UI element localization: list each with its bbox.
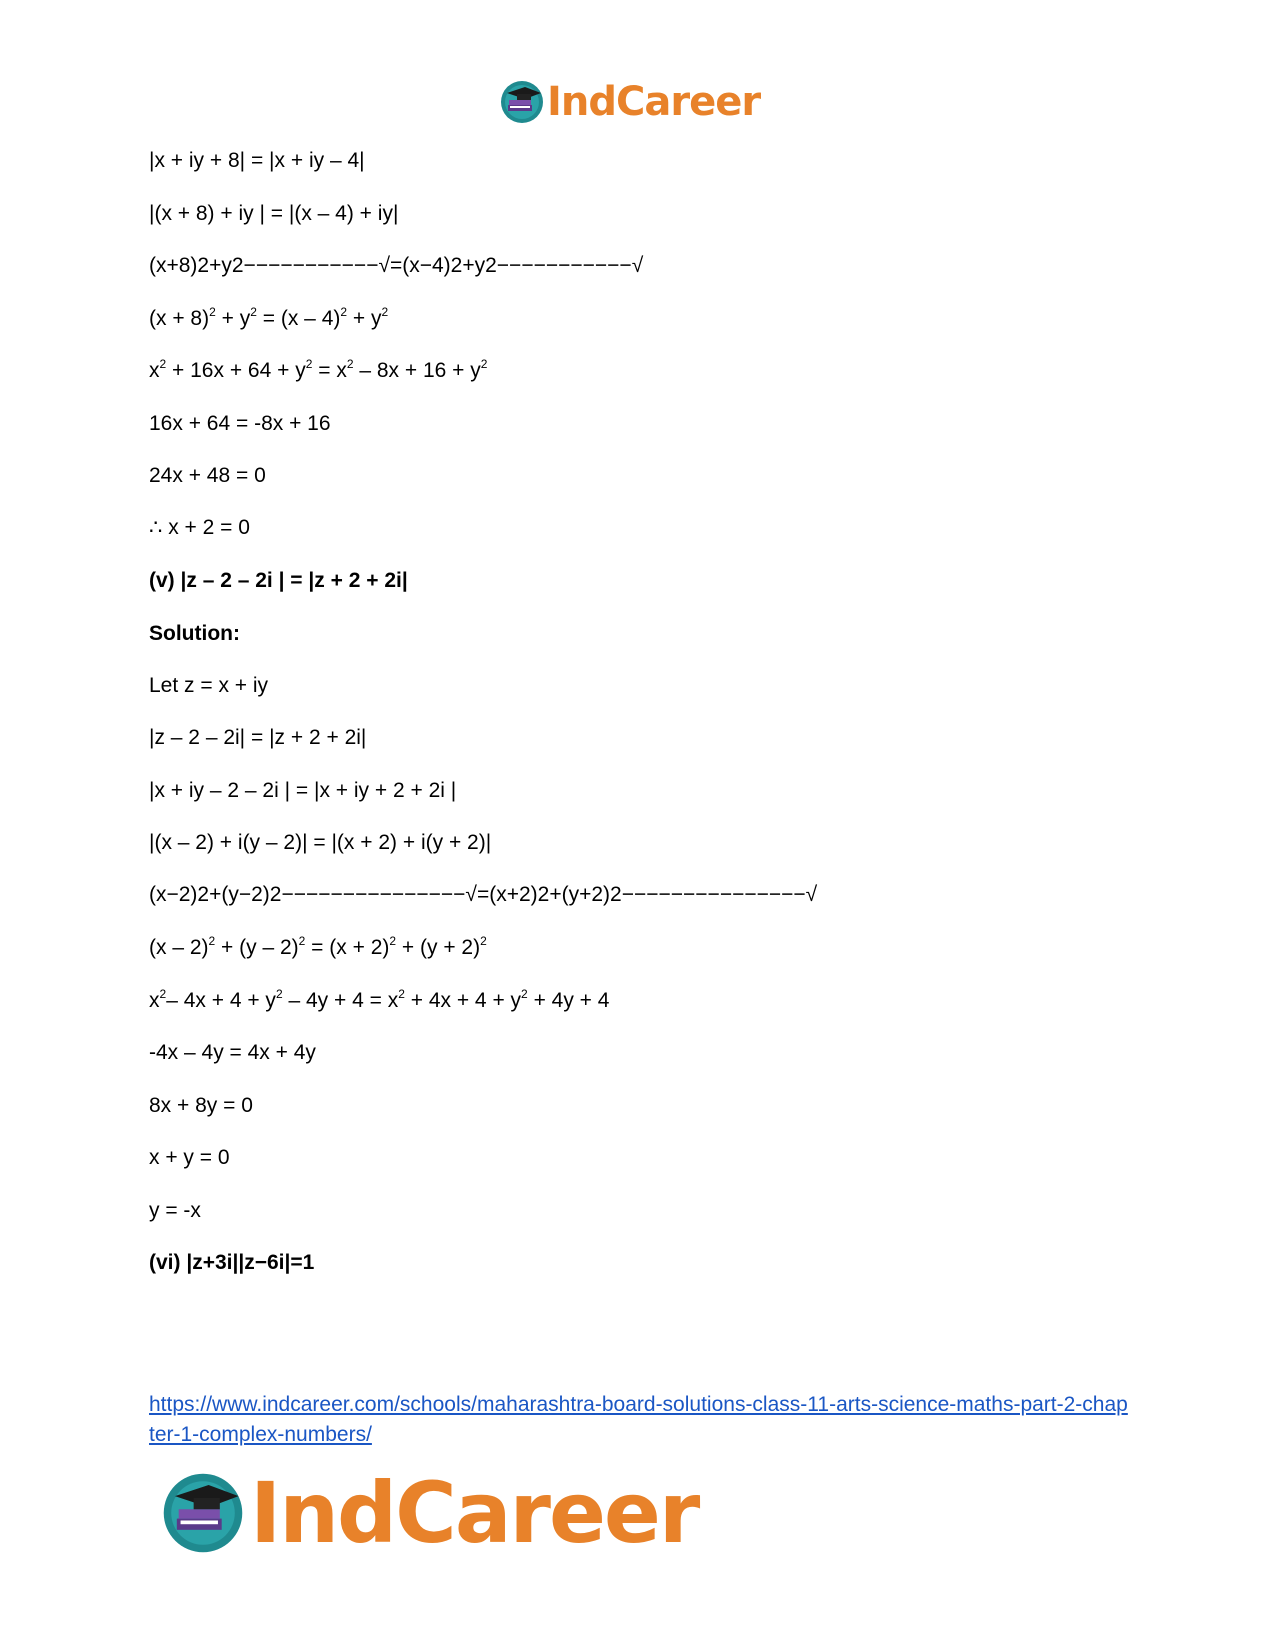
math-line: $(x - 2)^2 + (y - 2)^2 = (x + 2)^2 + (y + 2)^2$ — [149, 934, 487, 959]
math-line: |z – 2 – 2i| = |z + 2 + 2i| — [149, 726, 367, 749]
question-heading: (vi) |z+3i||z−6i|=1 — [149, 1251, 315, 1274]
header-logo — [499, 78, 760, 126]
math-line: $(x + 8)^2 + y^2 = (x - 4)^2 + y^2$ — [149, 305, 389, 330]
math-line: (x−2)2+(y−2)2−−−−−−−−−−−−−−−√=(x+2)2+(y+2)2−−−−−−−−−−−−−−−√ — [149, 883, 818, 906]
graduation-book-icon — [160, 1470, 246, 1556]
math-line: -4x – 4y = 4x + 4y — [149, 1041, 316, 1064]
question-heading: (v) |z – 2 – 2i | = |z + 2 + 2i| — [149, 569, 408, 592]
brand-name: IndCareer — [547, 79, 761, 125]
math-line: ∴ x + 2 = 0 — [149, 516, 250, 539]
math-line: |(x – 2) + i(y – 2)| = |(x + 2) + i(y + 2)| — [149, 831, 492, 854]
footer-logo — [160, 1464, 699, 1562]
math-line: y = -x — [149, 1199, 201, 1222]
source-link[interactable]: https://www.indcareer.com/schools/maharashtra-board-solutions-class-11-arts-science-maths-part-2-chapter-1-complex-numbers/ — [149, 1393, 1128, 1446]
math-line: Let z = x + iy — [149, 674, 269, 697]
math-line: 8x + 8y = 0 — [149, 1094, 253, 1117]
math-line: 16x + 64 = -8x + 16 — [149, 412, 331, 435]
brand-name: IndCareer — [250, 1464, 699, 1562]
math-line: x + y = 0 — [149, 1146, 230, 1169]
math-line: $x^2-$ $4x + 4 + y^2 - 4y + 4 = x^2 + 4x + 4 + y^2 + 4y + 4$ — [149, 987, 610, 1012]
solution-heading: Solution: — [149, 622, 240, 645]
math-line: 24x + 48 = 0 — [149, 464, 266, 487]
math-line: |x + iy + 8| = |x + iy – 4| — [149, 149, 365, 172]
graduation-book-icon — [499, 79, 545, 125]
math-line: (x+8)2+y2−−−−−−−−−−−√=(x−4)2+y2−−−−−−−−−−−√ — [149, 254, 644, 277]
math-line: |x + iy – 2 – 2i | = |x + iy + 2 + 2i | — [149, 779, 457, 802]
math-line: $x^2 + 16x + 64 + y^2 = x^2 - 8x + 16 + y^2$ — [149, 357, 488, 382]
math-line: |(x + 8) + iy | = |(x – 4) + iy| — [149, 202, 399, 225]
